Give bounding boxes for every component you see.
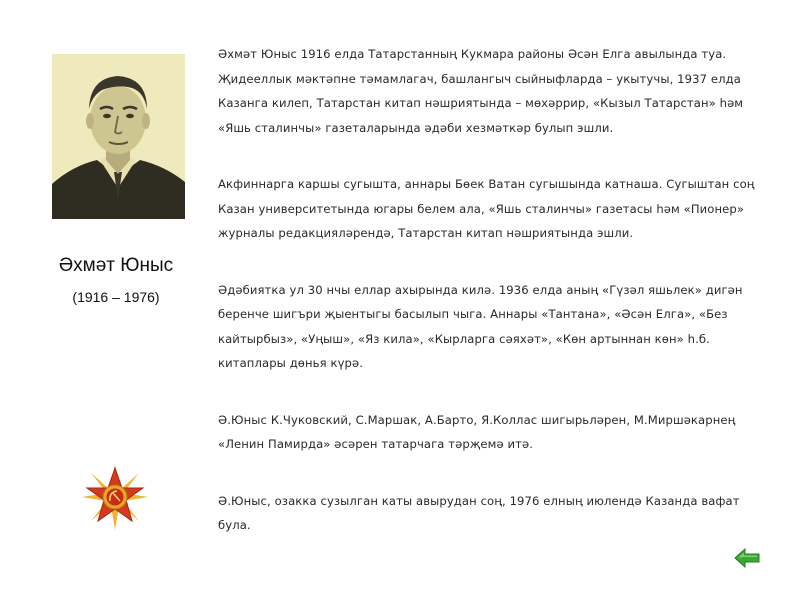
biography-text <box>218 42 763 570</box>
bio-paragraph-death: Ә.Юныс, озакка сузылган каты авырудан соң, 1976 елның июлендә Казанда вафат була. <box>218 493 740 532</box>
person-years: (1916 – 1976) <box>72 289 160 305</box>
back-arrow-icon[interactable] <box>734 548 760 568</box>
bio-paragraph-literature: Әдәбиятка ул 30 нчы еллар ахырында килә. 1936 елда аның «Гүзәл яшьлек» дигән беренче шигъри җыентыгы басылып чыга. Аннары «Тантана», «Әсән Елга», «Без кайтырбыз», «Уңыш», «Яз кила», «Кырларга сәяхәт», «Көн артыннан көн» һ.б. китаплары дөнья күрә. <box>218 282 743 370</box>
order-of-patriotic-war-icon <box>80 462 150 532</box>
bio-paragraph-war: Акфиннарга каршы сугышта, аннары Бөек Ватан сугышында катнаша. Сугыштан соң Казан университетында югары белем ала, «Яшь сталинчы» газетасы һәм «Пионер» журналы редакцияләрендә, Татарстан китап нәшриятында эшли. <box>218 177 755 240</box>
bio-paragraph-translations: Ә.Юныс К.Чуковский, С.Маршак, А.Барто, Я.Коллас шигырьләрен, М.Миршәкарнең «Ленин Памирда» әсәрен татарчага тәрҗемә итә. <box>218 412 736 451</box>
portrait-photo <box>52 54 185 219</box>
bio-paragraph-birth: Әхмәт Юныс 1916 елда Татарстанның Кукмара районы Әсән Елга авылында туа. Җидееллык мәктәпне тәмамлагач, башлангыч сыйныфларда – укытучы, 1937 елда Казанга килеп, Татарстан китап нәшриятында – мөхәррир, «Кызыл Татарстан» һәм «Яшь сталинчы» газеталарында әдәби хезмәткәр булып эшли. <box>218 47 744 135</box>
person-name: Әхмәт Юныс <box>58 255 174 276</box>
